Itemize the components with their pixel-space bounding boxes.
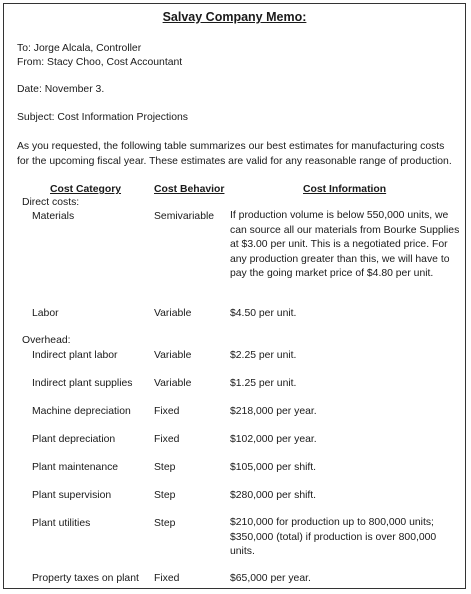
row-behavior: Step [154,462,176,473]
row-behavior: Fixed [154,573,180,584]
group-overhead: Overhead: [22,335,71,346]
row-category: Indirect plant supplies [32,378,133,389]
row-behavior: Variable [154,308,192,319]
header-cost-information: Cost Information [303,184,387,195]
row-info: If production volume is below 550,000 units, we can source all our materials from Bourke Supplies at $3.00 per unit. This is a negotiated price. For any production greater than this, we will have to pay the going market price of $4.80 per unit. [230,210,460,280]
memo-subject: Subject: Cost Information Projections [17,112,188,123]
row-category: Labor [32,308,59,319]
group-direct-costs: Direct costs: [22,197,80,208]
memo-to: To: Jorge Alcala, Controller [17,43,142,54]
row-behavior: Fixed [154,434,180,445]
row-category: Plant supervision [32,490,112,501]
header-cost-category: Cost Category [50,184,122,195]
row-info: $65,000 per year. [230,573,311,584]
row-category: Plant maintenance [32,462,119,473]
row-category: Machine depreciation [32,406,131,417]
memo-title [4,10,465,24]
row-behavior: Fixed [154,406,180,417]
memo-from: From: Stacy Choo, Cost Accountant [17,57,183,68]
row-info: $280,000 per shift. [230,490,317,501]
row-info: $4.50 per unit. [230,308,297,319]
row-category: Property taxes on plant [32,573,139,584]
memo-document [3,3,466,589]
row-info: $1.25 per unit. [230,378,297,389]
memo-intro: As you requested, the following table summarizes our best estimates for manufacturing costs for the upcoming fiscal year. These estimates are valid for any reasonable range of production. [17,141,452,167]
row-category: Materials [32,211,75,222]
memo-title-text: Salvay Company Memo: [162,10,307,24]
row-behavior: Semivariable [154,211,215,222]
row-info: $210,000 for production up to 800,000 units; $350,000 (total) if production is over 800,000 units. [230,517,437,558]
row-info: $102,000 per year. [230,434,317,445]
row-category: Plant utilities [32,518,91,529]
row-info: $105,000 per shift. [230,462,317,473]
row-behavior: Variable [154,350,192,361]
row-info: $218,000 per year. [230,406,317,417]
row-category: Indirect plant labor [32,350,118,361]
row-category: Plant depreciation [32,434,116,445]
memo-date: Date: November 3. [17,84,105,95]
header-cost-behavior: Cost Behavior [154,184,225,195]
row-behavior: Step [154,518,176,529]
row-behavior: Step [154,490,176,501]
row-info: $2.25 per unit. [230,350,297,361]
row-behavior: Variable [154,378,192,389]
